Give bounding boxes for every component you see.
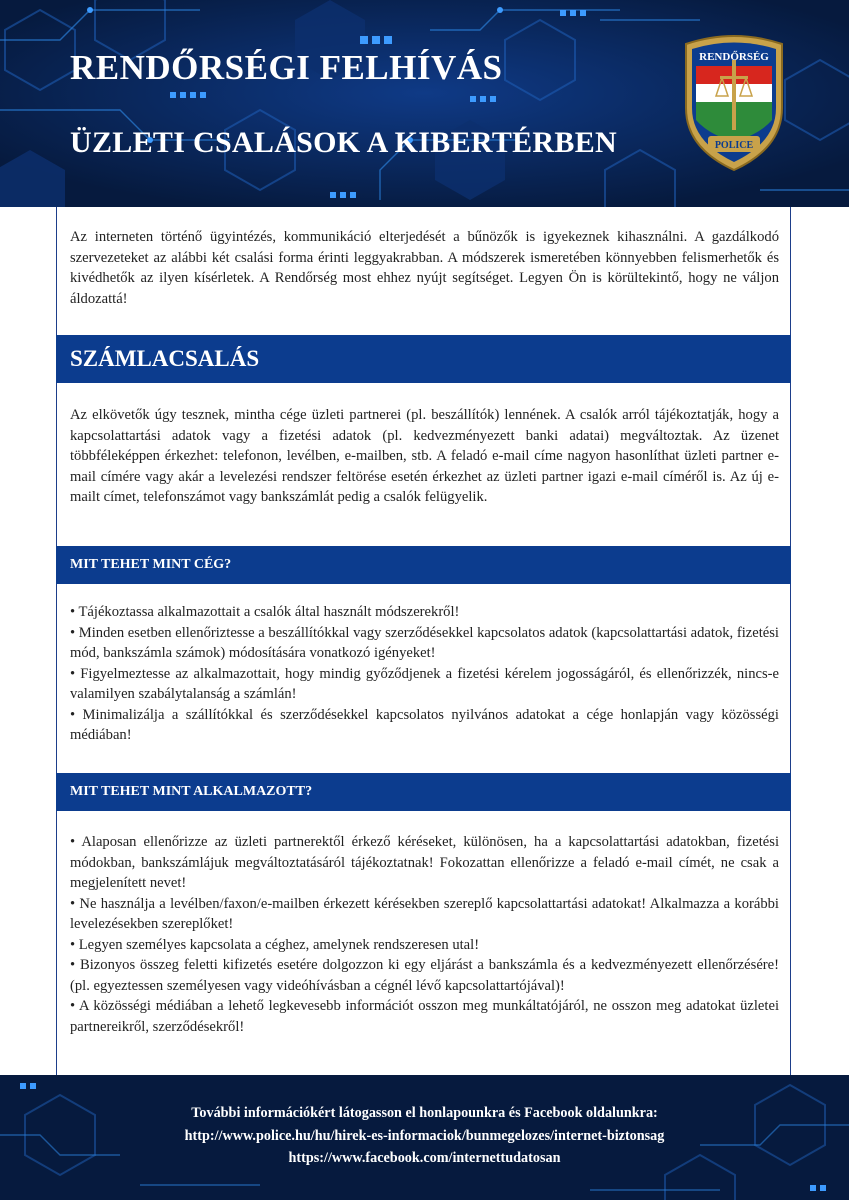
list-item: • Minimalizálja a szállítókkal és szerződésekkel kapcsolatos nyilvános adatokat a cége honlapján vagy közösségi médiában! [70,706,779,743]
list-item: • Figyelmeztesse az alkalmazottait, hogy mindig győződjenek a fizetési kérelem jogosságáról, és ellenőrizzék, nincs-e valamilyen szabálytalanság a számlán! [70,665,779,702]
intro-paragraph: Az interneten történő ügyintézés, kommunikáció elterjedését a bűnözők is igyekeznek kihasználni. A gazdálkodó szervezeteket az alábbi két csalási forma érinti leggyakrabban. A módszerek ismeretében könnyebben felismerhetők és kivédhetők az ilyen kísérletek. A Rendőrség most ehhez nyújt segítséget. Legyen Ön is körültekintő, hogy ne váljon áldozattá! [70,229,779,307]
footer-banner [0,1075,849,1200]
badge-top-text: RENDŐRSÉG [699,51,769,63]
list-item: • Bizonyos összeg feletti kifizetés esetére dolgozzon ki egy eljárást a bankszámla és a kedvezményezett ellenőrzésére! (pl. egyeztessen személyesen vagy videóhívásban a cégnél lévő kapcsolattartójával)! [70,957,779,994]
footer-info-text: További információkért látogasson el honlapounkra és Facebook oldalunkra: [191,1105,658,1121]
list-item: • A közösségi médiában a lehető legkevesebb információt osszon meg munkáltatójáról, ne osszon meg adatokat üzletei partnereikről, szerződésekről! [70,998,779,1035]
footer-facebook-link[interactable]: https://www.facebook.com/internettudatosan [288,1150,561,1166]
section-heading-szamlacsalas: SZÁMLACSALÁS [56,335,791,383]
list-item: • Legyen személyes kapcsolata a céghez, amelynek rendszeresen utal! [70,936,480,953]
footer-police-link[interactable]: http://www.police.hu/hu/hirek-es-informaciok/bunmegelozes/internet-biztonsag [184,1128,665,1144]
police-badge-icon [680,30,788,172]
list-item: • Minden esetben ellenőriztesse a beszállítókkal vagy szerződésekkel kapcsolatos adatok (kapcsolattartási adatok, fizetési mód, bankszámla számok) módosítására vonatkozó igényeket! [70,624,779,661]
list-item: • Ne használja a levélben/faxon/e-mailben érkezett kérésekben szereplő kapcsolattartási adatokat! Alkalmazza a korábbi levelezésekben szereplőket! [70,895,779,932]
list-item: • Tájékoztassa alkalmazottait a csalók által használt módszerekről! [70,604,460,620]
header-banner [0,0,849,207]
badge-bottom-text: POLICE [714,140,754,151]
company-list [70,602,779,746]
section-paragraph: Az elkövetők úgy tesznek, mintha cége üzleti partnerei (pl. beszállítók) lennének. A csalók arról tájékoztatják, hogy a kapcsolattartási adatok vagy a fizetési adatok (pl. kedvezményezett banki adatai) megváltoztak. Az üzenet többféleképpen érkezhet: telefonon, levélben, e-mailben, stb. A feladó e-mail címe nagyon hasonlíthat üzleti partner e-mail címére vagy akár a levelezési rendszer feltörése esetén érkezhet az üzleti partner igazi e-mail címéről is. Az új e-mailt címet, telefonszámot vagy bankszámlát pedig a csalók felügyelik. [70,407,779,505]
section-heading-company: MIT TEHET MINT CÉG? [56,546,791,584]
employee-list [70,832,779,1037]
page-title: RENDŐRSÉGI FELHÍVÁS [70,48,503,87]
page-subtitle: ÜZLETI CSALÁSOK A KIBERTÉRBEN [70,126,617,159]
section-heading-employee: MIT TEHET MINT ALKALMAZOTT? [56,773,791,811]
list-item: • Alaposan ellenőrizze az üzleti partnerektől érkező kéréseket, különösen, ha a kapcsolattartási adatokban, fizetési módokban, bankszámlájuk megváltoztatásáról tájékoztatnak! Fokozattan ellenőrizze a feladó e-mail címét, ne csak a megjelenített nevet! [70,834,779,891]
